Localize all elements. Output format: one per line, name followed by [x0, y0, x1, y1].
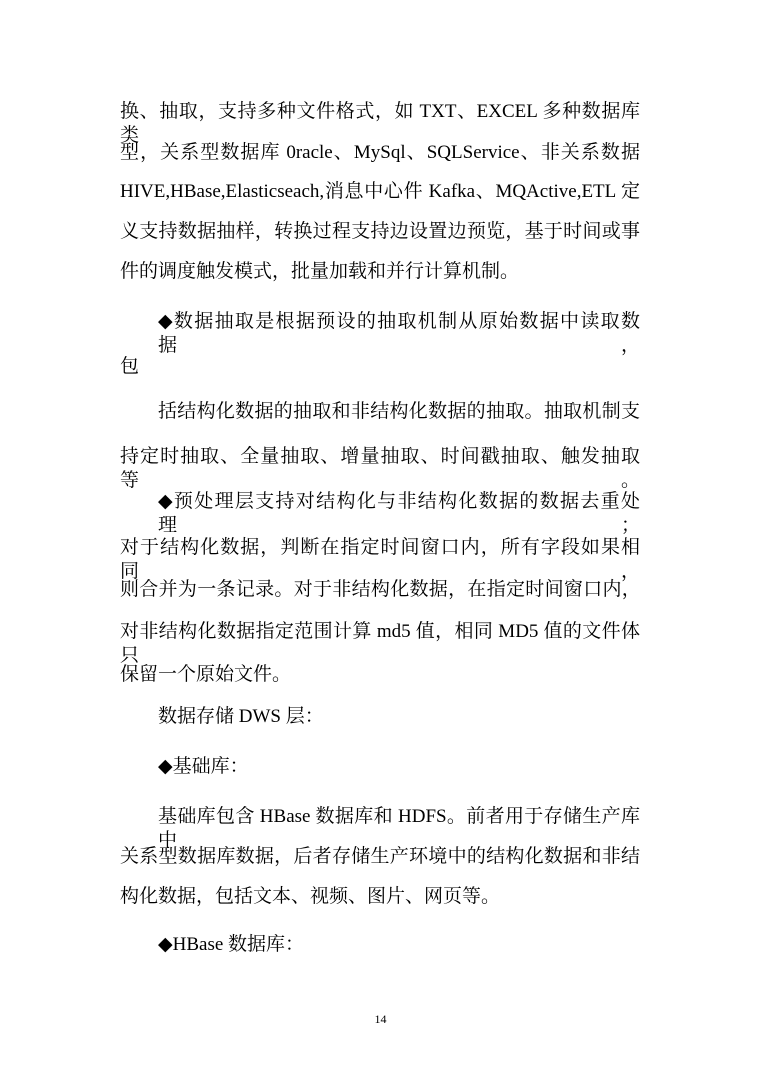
paragraph-line: 持定时抽取、全量抽取、增量抽取、时间戳抽取、触发抽取等。 — [120, 446, 640, 491]
paragraph-line: 括结构化数据的抽取和非结构化数据的抽取。抽取机制支 — [158, 401, 640, 422]
paragraph-line: 换、抽取，支持多种文件格式，如 TXT、EXCEL 多种数据库类 — [120, 101, 640, 146]
paragraph-line: 包 — [120, 356, 140, 377]
paragraph-line: 基础库包含 HBase 数据库和 HDFS。前者用于存储生产库中 — [158, 806, 640, 851]
section-heading: 数据存储 DWS 层： — [158, 706, 324, 727]
paragraph-line: 对非结构化数据指定范围计算 md5 值，相同 MD5 值的文件体只 — [120, 621, 640, 666]
bullet-heading: ◆HBase 数据库： — [158, 934, 305, 955]
paragraph-line: 保留一个原始文件。 — [120, 664, 292, 685]
paragraph-line: 构化数据，包括文本、视频、图片、网页等。 — [120, 886, 501, 907]
bullet-heading: ◆预处理层支持对结构化与非结构化数据的数据去重处理； — [158, 491, 640, 536]
paragraph-line: 对于结构化数据，判断在指定时间窗口内，所有字段如果相同， — [120, 537, 640, 582]
paragraph-line: 型，关系型数据库 0racle、MySql、SQLService、非关系数据 — [120, 142, 640, 163]
paragraph-line: 则合并为一条记录。对于非结构化数据，在指定时间窗口内， — [120, 579, 642, 600]
page-number: 14 — [374, 1012, 387, 1026]
paragraph-line: 义支持数据抽样，转换过程支持边设置边预览，基于时间或事 — [120, 221, 640, 242]
paragraph-line: HIVE,HBase,Elasticseach,消息中心件 Kafka、MQActive,ETL 定 — [120, 181, 640, 202]
paragraph-line: 关系型数据库数据，后者存储生产环境中的结构化数据和非结 — [120, 846, 640, 867]
bullet-heading: ◆数据抽取是根据预设的抽取机制从原始数据中读取数据， — [158, 311, 640, 356]
paragraph-line: 件的调度触发模式，批量加载和并行计算机制。 — [120, 261, 520, 282]
bullet-heading: ◆基础库： — [158, 756, 249, 777]
